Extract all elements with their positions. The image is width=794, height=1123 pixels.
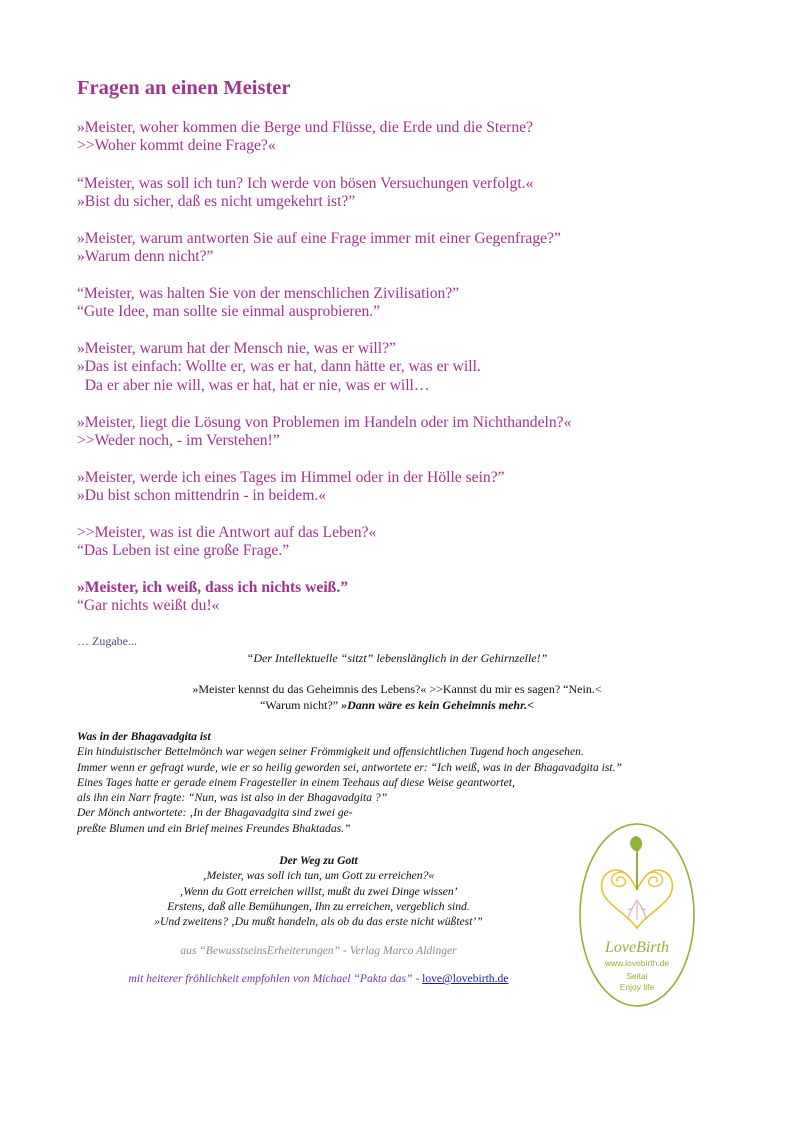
- answer: »Bist du sicher, daß es nicht umgekehrt ist?”: [77, 193, 356, 211]
- page-title: Fragen an einen Meister: [77, 77, 291, 99]
- answer: “Gute Idee, man sollte sie einmal ausprobieren.”: [77, 303, 381, 321]
- weg-line: ‚Wenn du Gott erreichen willst, mußt du zwei Dinge wissen’: [179, 884, 458, 898]
- weg-line: ‚Meister, was soll ich tun, um Gott zu erreichen?«: [202, 869, 435, 883]
- question: “Meister, was soll ich tun? Ich werde von bösen Versuchungen verfolgt.«: [77, 175, 534, 192]
- question: »Meister, liegt die Lösung von Problemen im Handeln oder im Nichthandeln?«: [77, 414, 572, 431]
- logo-name: LoveBirth: [605, 939, 669, 956]
- story-line: Der Mönch antwortete: ‚In der Bhagavadgita sind zwei ge-: [77, 806, 353, 820]
- geheimnis-question: “Warum nicht?”: [260, 698, 342, 712]
- lovebirth-logo: [578, 822, 696, 1008]
- weg-zu-gott: [77, 853, 560, 929]
- dialogue-1: [77, 119, 533, 156]
- geheimnis-line-1: »Meister kennst du das Geheimnis des Lebens?« >>Kannst du mir es sagen? “Nein.<: [192, 682, 602, 696]
- lovebirth-badge-icon: [578, 822, 696, 1008]
- geheimnis-line-2: [77, 697, 717, 713]
- geheimnis-answer: »Dann wäre es kein Geheimnis mehr.<: [341, 698, 534, 712]
- question: »Meister, warum hat der Mensch nie, was er will?”: [77, 340, 396, 357]
- credit-line: [77, 972, 560, 985]
- intellektuelle-quote: “Der Intellektuelle “sitzt” lebenslänglich in der Gehirnzelle!”: [246, 651, 548, 665]
- answer: »Du bist schon mittendrin - in beidem.«: [77, 487, 327, 505]
- question: »Meister, ich weiß, dass ich nichts weiß.”: [77, 579, 349, 596]
- answer: “Das Leben ist eine große Frage.”: [77, 542, 290, 560]
- bhagavadgita-heading: Was in der Bhagavadgita ist: [77, 730, 211, 743]
- bhagavadgita-story: [77, 729, 622, 836]
- dialogue-8: [77, 524, 376, 561]
- credit-text: mit heiterer fröhlichkeit empfohlen von Michael “Pakta das” -: [128, 972, 423, 985]
- source-line: aus “BewusstseinsErheiterungen” - Verlag Marco Aldinger: [180, 944, 457, 957]
- dialogue-6: [77, 414, 571, 451]
- story-line: als ihn ein Narr fragte: “Nun, was ist also in der Bhagavadgita ?”: [77, 791, 388, 805]
- answer-continued: Da er aber nie will, was er hat, hat er nie, was er will…: [77, 376, 430, 394]
- story-line: preßte Blumen und ein Brief meines Freundes Bhaktadas.”: [77, 821, 351, 835]
- question: »Meister, warum antworten Sie auf eine Frage immer mit einer Gegenfrage?”: [77, 230, 561, 247]
- dialogue-5: [77, 340, 481, 395]
- answer: »Das ist einfach: Wollte er, was er hat, dann hätte er, was er will.: [77, 358, 481, 376]
- logo-line-2: Enjoy life: [619, 982, 655, 992]
- dialogue-9: [77, 579, 348, 616]
- question: >>Meister, was ist die Antwort auf das Leben?«: [77, 524, 377, 541]
- question: “Meister, was halten Sie von der menschlichen Zivilisation?”: [77, 285, 460, 302]
- story-line: Ein hinduistischer Bettelmönch war wegen seiner Frömmigkeit und offensichtlichen Tugend hoch angesehen.: [77, 745, 584, 759]
- answer: “Gar nichts weißt du!«: [77, 597, 220, 615]
- answer: >>Woher kommt deine Frage?«: [77, 137, 276, 155]
- story-line: Eines Tages hatte er gerade einem Fragesteller in einem Teehaus auf diese Weise geantwortet,: [77, 775, 515, 789]
- logo-url: www.lovebirth.de: [604, 958, 670, 968]
- logo-line-1: Seitai: [626, 971, 648, 981]
- dialogue-7: [77, 469, 505, 506]
- zugabe-label: … Zugabe...: [77, 634, 137, 648]
- weg-line: Erstens, daß alle Bemühungen, Ihn zu erreichen, vergeblich sind.: [167, 899, 470, 913]
- dialogue-3: [77, 230, 561, 267]
- dialogue-4: [77, 285, 459, 322]
- story-line: Immer wenn er gefragt wurde, wie er so heilig geworden sei, antwortete er: “Ich weiß, was in der Bhagavadgita ist.”: [77, 760, 622, 774]
- weg-line: »Und zweitens? ‚Du mußt handeln, als ob du das erste nicht wüßtest’”: [154, 915, 483, 929]
- answer: >>Weder noch, - im Verstehen!”: [77, 432, 280, 450]
- weg-heading: Der Weg zu Gott: [279, 854, 358, 867]
- email-link[interactable]: love@lovebirth.de: [422, 972, 509, 985]
- question: »Meister, werde ich eines Tages im Himmel oder in der Hölle sein?”: [77, 469, 505, 486]
- question: »Meister, woher kommen die Berge und Flüsse, die Erde und die Sterne?: [77, 119, 533, 136]
- dialogue-2: [77, 175, 533, 212]
- answer: »Warum denn nicht?”: [77, 248, 214, 266]
- geheimnis-dialogue: [77, 681, 717, 713]
